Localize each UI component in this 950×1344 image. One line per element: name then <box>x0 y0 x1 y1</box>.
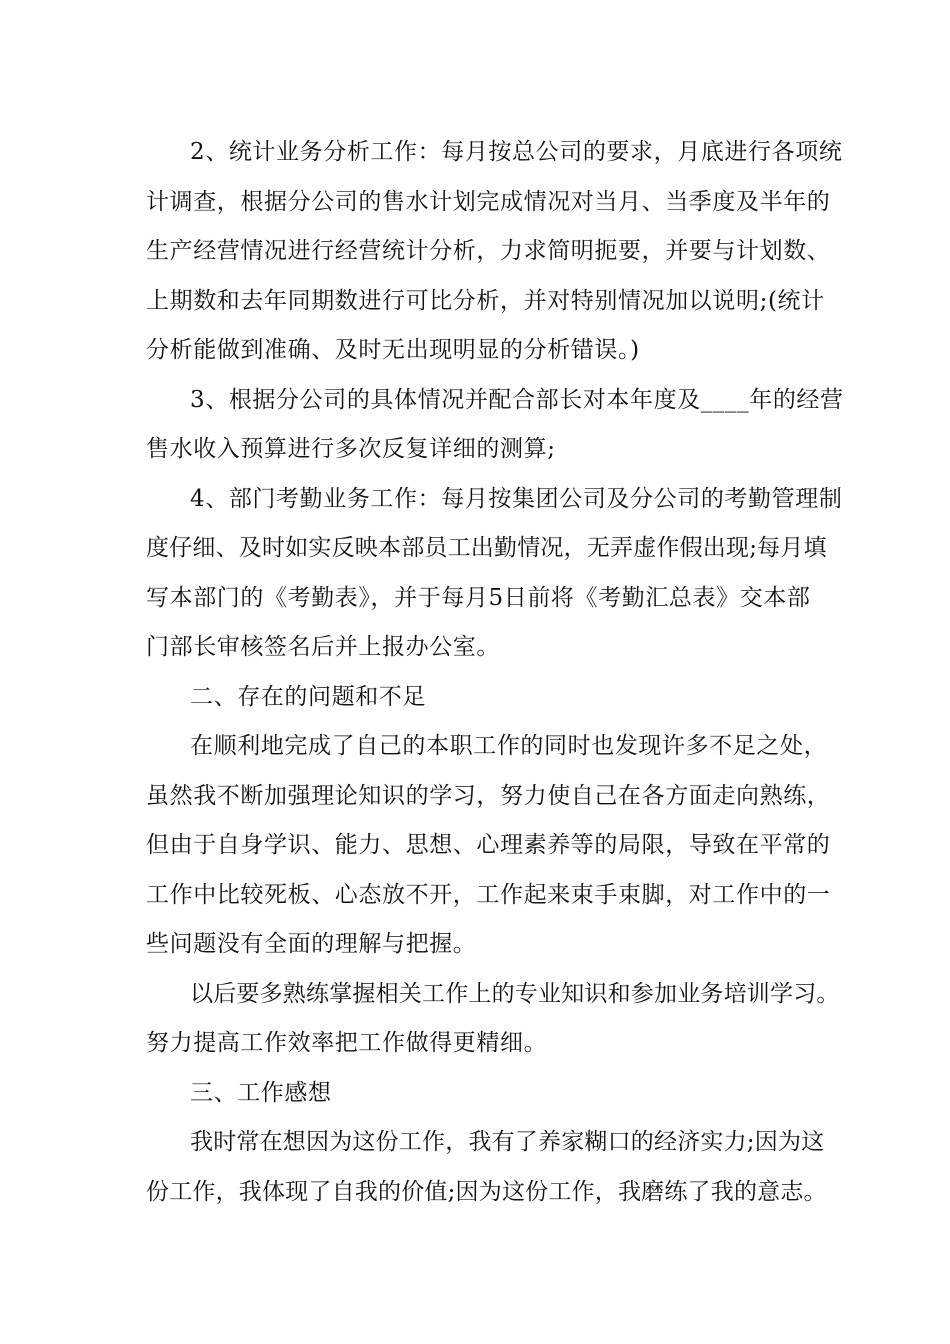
paragraph-line: 上期数和去年同期数进行可比分析，并对特别情况加以说明;(统计 <box>146 287 825 314</box>
paragraph-line: 售水收入预算进行多次反复详细的测算; <box>146 436 556 462</box>
paragraph-line: 度仔细、及时如实反映本部员工出勤情况，无弄虚作假出现;每月填 <box>146 535 827 561</box>
paragraph-line: 写本部门的《考勤表》，并于每月5日前将《考勤汇总表》交本部 <box>146 584 811 611</box>
paragraph-line: 生产经营情况进行经营统计分析，力求简明扼要，并要与计划数、 <box>146 238 831 264</box>
paragraph-line: 以后要多熟练掌握相关工作上的专业知识和参加业务培训学习。 <box>190 980 840 1007</box>
section-heading: 三、工作感想 <box>190 1079 332 1106</box>
paragraph-line: 计调查，根据分公司的售水计划完成情况对当月、当季度及半年的 <box>146 188 831 215</box>
paragraph-line: 工作中比较死板、心态放不开，工作起来束手束脚，对工作中的一 <box>146 881 831 908</box>
paragraph-line: 努力提高工作效率把工作做得更精细。 <box>146 1030 548 1056</box>
paragraph-line: 分析能做到准确、及时无出现明显的分析错误。) <box>146 337 640 363</box>
document-body <box>146 128 844 1217</box>
paragraph-line: 门部长审核签名后并上报办公室。 <box>146 634 500 660</box>
section-heading: 二、存在的问题和不足 <box>190 683 426 710</box>
paragraph-line: 我时常在想因为这份工作，我有了养家糊口的经济实力;因为这 <box>190 1129 825 1155</box>
paragraph-line: 份工作，我体现了自我的价值;因为这份工作，我磨练了我的意志。 <box>146 1178 827 1205</box>
paragraph-line: 些问题没有全面的理解与把握。 <box>146 931 477 957</box>
paragraph-line: 3、根据分公司的具体情况并配合部长对本年度及____年的经营 <box>190 386 844 413</box>
paragraph-line: 虽然我不断加强理论知识的学习，努力使自己在各方面走向熟练， <box>146 782 831 809</box>
paragraph-line: 在顺利地完成了自己的本职工作的同时也发现许多不足之处， <box>190 733 828 759</box>
paragraph-line: 但由于自身学识、能力、思想、心理素养等的局限，导致在平常的 <box>146 832 831 858</box>
paragraph-line: 2、统计业务分析工作：每月按总公司的要求，月底进行各项统 <box>190 139 843 165</box>
paragraph-line: 4、部门考勤业务工作：每月按集团公司及分公司的考勤管理制 <box>190 485 843 512</box>
